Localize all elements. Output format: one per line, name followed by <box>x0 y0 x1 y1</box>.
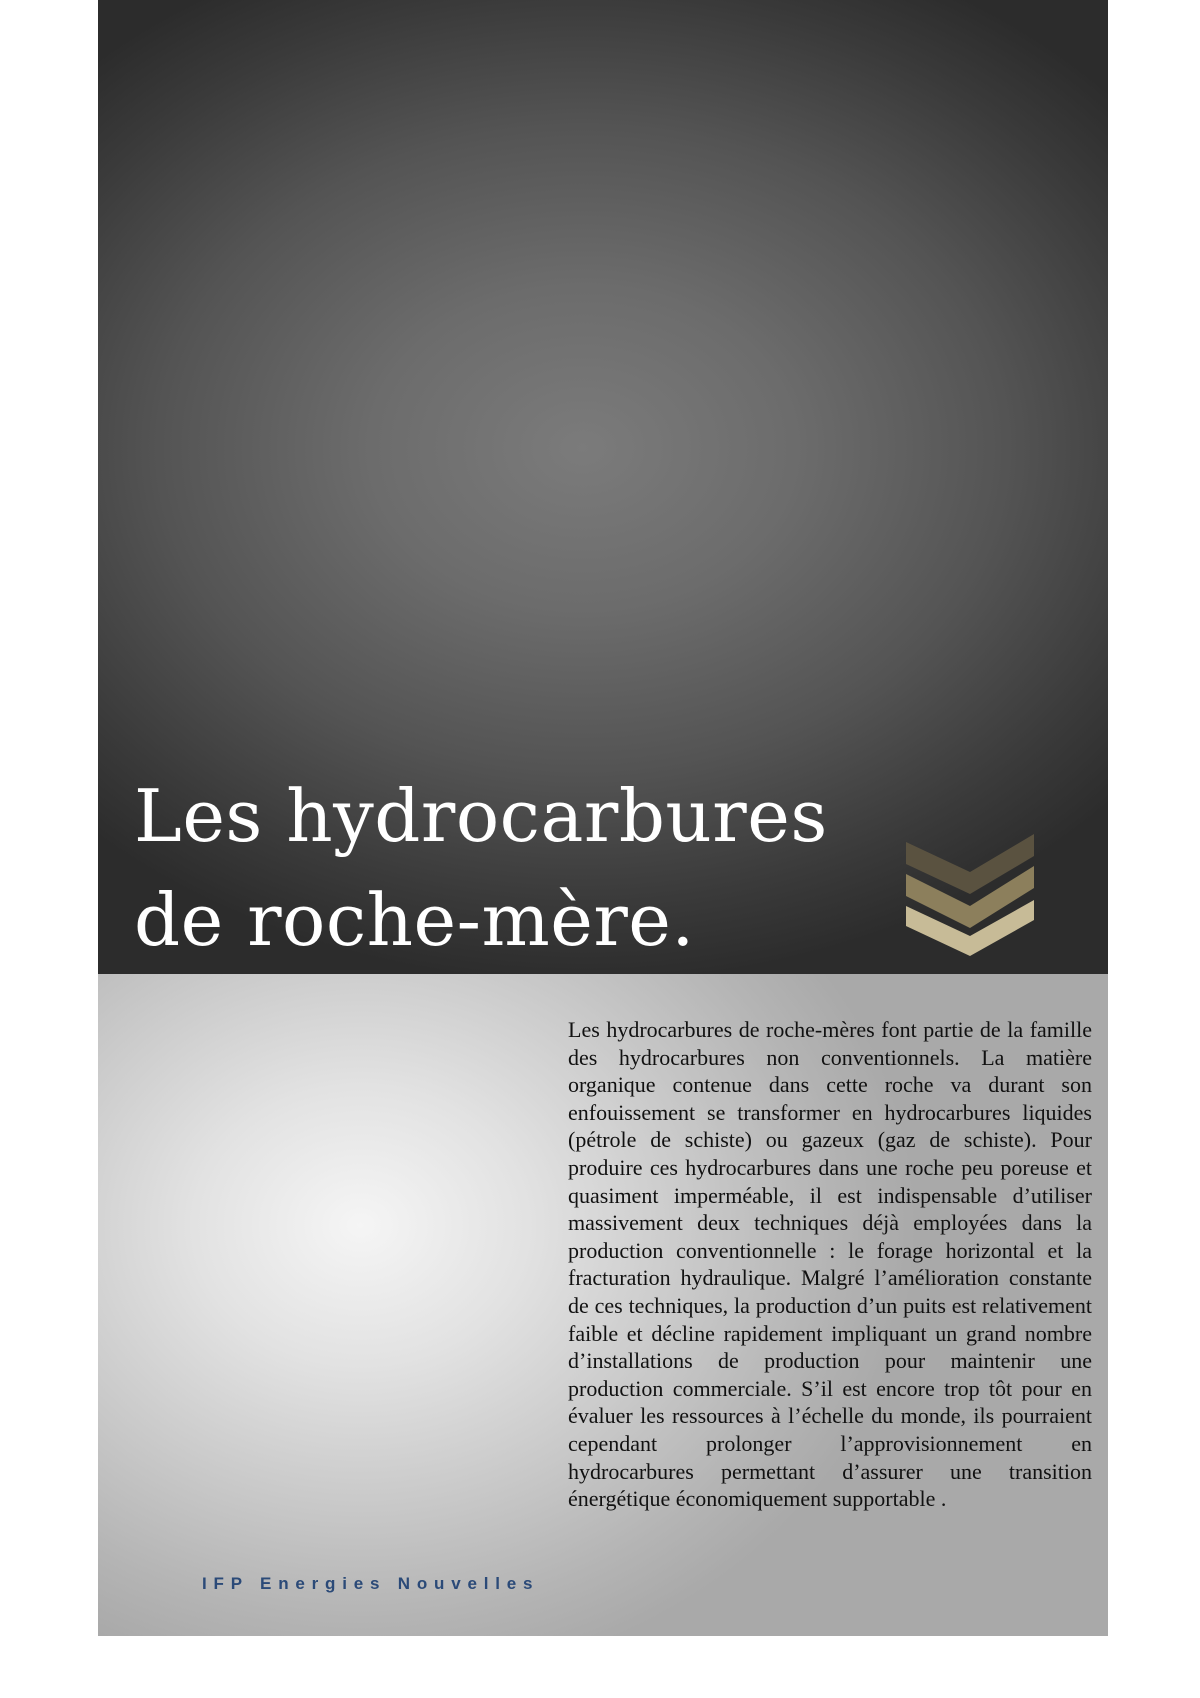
triple-chevron-down-icon <box>906 834 1034 956</box>
cover-title-line-2: de roche-mère. <box>134 878 695 962</box>
cover <box>98 0 1108 1636</box>
cover-title-line-1: Les hydrocarbures <box>134 774 828 858</box>
abstract-paragraph: Les hydrocarbures de roche-mères font partie de la famille des hydrocarbures non conventionnels. La matière organique contenue dans cette roche va durant son enfouissement se transformer en hydrocarbures liquides (pétrole de schiste) ou gazeux (gaz de schiste). Pour produire ces hydrocarbures dans une roche peu poreuse et quasiment imperméable, il est indispensable d’utiliser massivement deux techniques déjà employées dans la production conventionnelle : le forage horizontal et la fracturation hydraulique. Malgré l’amélioration constante de ces techniques, la production d’un puits est relativement faible et décline rapidement impliquant un grand nombre d’installations de production pour maintenir une production commerciale. S’il est encore trop tôt pour en évaluer les ressources à l’échelle du monde, ils pourraient cependant prolonger l’approvisionnement en hydrocarbures permettant d’assurer une transition énergétique économiquement supportable . <box>568 1017 1092 1512</box>
cover-title <box>134 764 854 972</box>
publisher-name: IFP Energies Nouvelles <box>202 1574 540 1593</box>
